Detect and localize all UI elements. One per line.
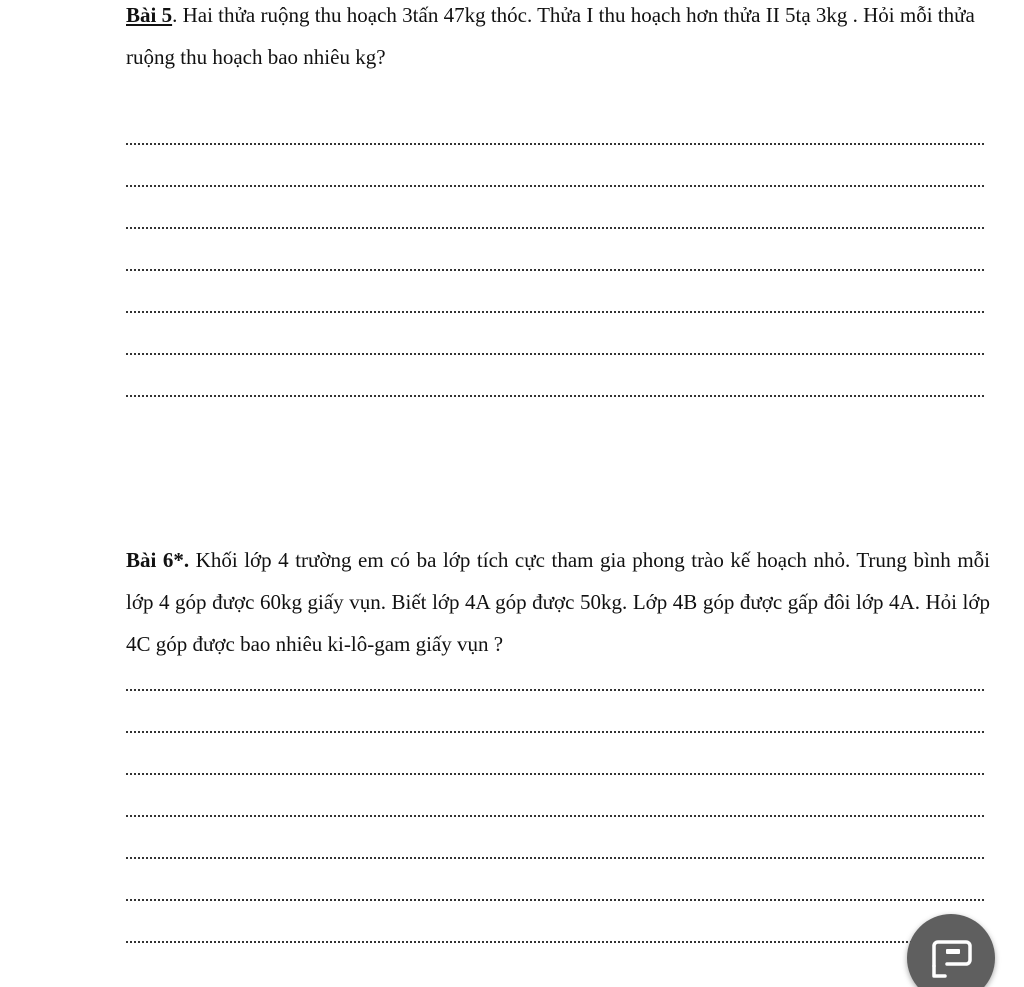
answer-line (126, 227, 984, 229)
answer-line (126, 353, 984, 355)
answer-line (126, 857, 984, 859)
problem-6-body: Khối lớp 4 trường em có ba lớp tích cực tham gia phong trào kế hoạch nhỏ. Trung bình mỗi lớp 4 góp được 60kg giấy vụn. Biết lớp 4A góp được 50kg. Lớp 4B góp được gấp đôi lớp 4A. Hỏi lớp 4C góp được bao nhiêu ki-lô-gam giấy vụn ? (126, 548, 990, 656)
screen-capture-icon (929, 936, 975, 982)
screen-capture-button[interactable] (907, 914, 995, 987)
answer-line (126, 689, 984, 691)
problem-6-label: Bài 6*. (126, 548, 190, 572)
answer-line (126, 185, 984, 187)
answer-line (126, 143, 984, 145)
answer-line (126, 899, 984, 901)
problem-5-text (126, 0, 990, 78)
problem-5-label: Bài 5 (126, 3, 173, 27)
answer-line (126, 311, 984, 313)
answer-line (126, 941, 984, 943)
answer-line (126, 773, 984, 775)
answer-line (126, 395, 984, 397)
answer-line (126, 731, 984, 733)
problem-6-text (126, 539, 990, 665)
answer-line (126, 269, 984, 271)
answer-line (126, 815, 984, 817)
problem-5-body: . Hai thửa ruộng thu hoạch 3tấn 47kg thóc. Thửa I thu hoạch hơn thửa II 5tạ 3kg . Hỏi mỗi thửa ruộng thu hoạch bao nhiêu kg? (126, 3, 975, 69)
